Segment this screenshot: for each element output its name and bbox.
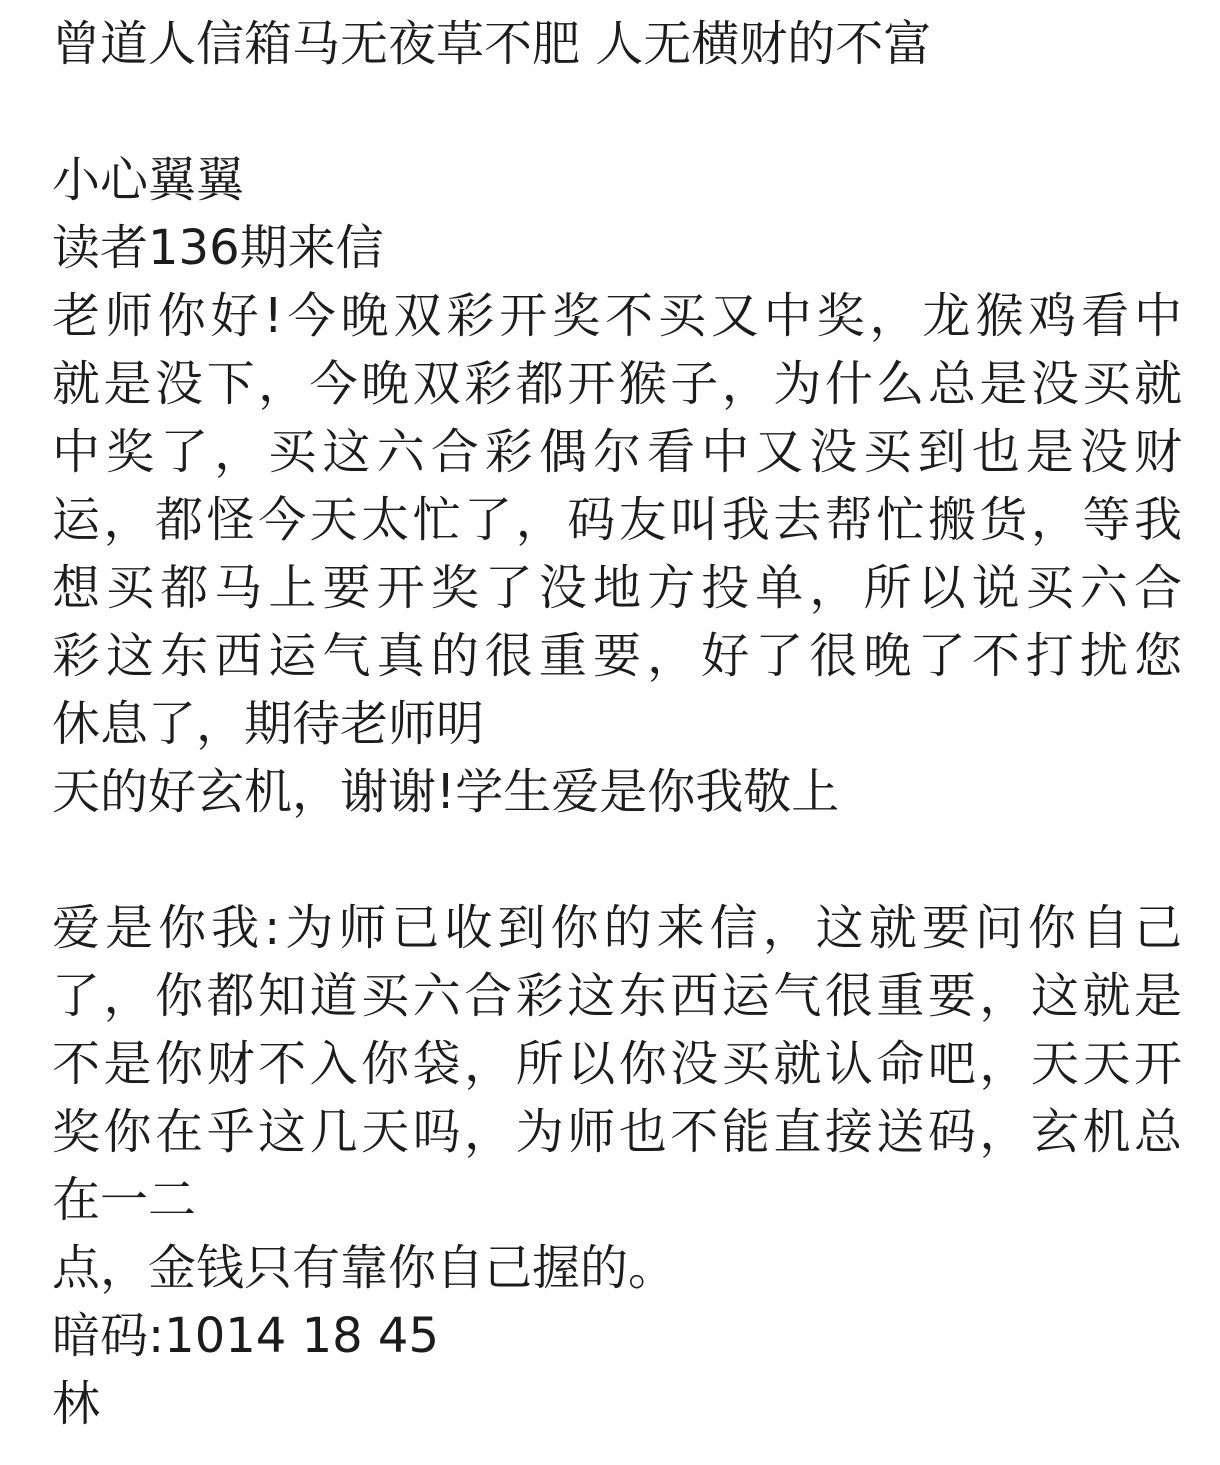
reply-line: 了，你都知道买六合彩这东西运气很重要，这就是 xyxy=(52,968,1182,1024)
letter-line: 运，都怪今天太忙了，码友叫我去帮忙搬货，等我 xyxy=(52,492,1182,548)
signature: 林 xyxy=(52,1376,101,1432)
spacer xyxy=(52,78,1182,146)
reply-line: 点，金钱只有靠你自己握的。 xyxy=(52,1240,677,1296)
letter-header-issue: 读者136期来信 xyxy=(52,220,384,276)
reply-line: 在一二 xyxy=(52,1172,197,1228)
letter-header-name: 小心翼翼 xyxy=(52,152,245,208)
letter-line: 就是没下，今晚双彩都开猴子，为什么总是没买就 xyxy=(52,356,1182,412)
document-title: 曾道人信箱马无夜草不肥 人无横财的不富 xyxy=(52,16,932,72)
secret-code: 暗码:1014 18 45 xyxy=(52,1308,440,1364)
letter-line: 天的好玄机，谢谢!学生爱是你我敬上 xyxy=(52,764,840,820)
reply-line: 爱是你我:为师已收到你的来信，这就要问你自己 xyxy=(52,900,1182,956)
letter-line: 彩这东西运气真的很重要，好了很晚了不打扰您 xyxy=(52,628,1182,684)
letter-line: 休息了，期待老师明 xyxy=(52,696,485,752)
letter-line: 中奖了，买这六合彩偶尔看中又没买到也是没财 xyxy=(52,424,1182,480)
letter-line: 想买都马上要开奖了没地方投单，所以说买六合 xyxy=(52,560,1182,616)
reader-letter xyxy=(52,146,1182,826)
document xyxy=(52,10,1182,1438)
spacer xyxy=(52,826,1182,894)
letter-line: 老师你好!今晚双彩开奖不买又中奖，龙猴鸡看中 xyxy=(52,288,1182,344)
reply-line: 不是你财不入你袋，所以你没买就认命吧，天天开 xyxy=(52,1036,1182,1092)
reply-line: 奖你在乎这几天吗，为师也不能直接送码，玄机总 xyxy=(52,1104,1182,1160)
teacher-reply xyxy=(52,894,1182,1438)
